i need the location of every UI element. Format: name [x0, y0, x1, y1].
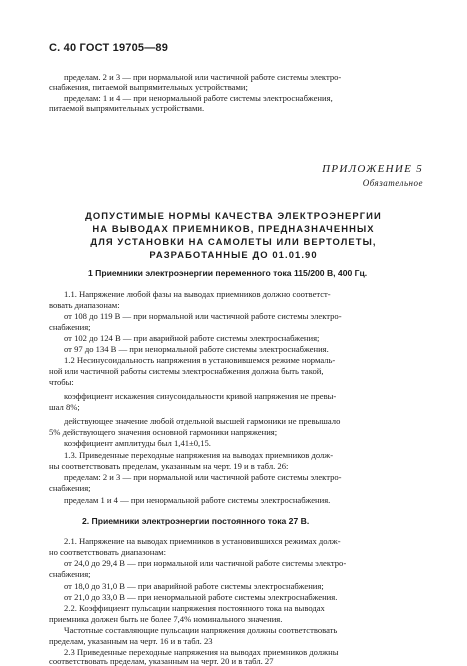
text-line: коэффициент искажения синусоидальности кривой напряжения не превы- [64, 391, 337, 401]
text-line: коэффициент амплитуды был 1,41±0,15. [64, 438, 211, 448]
text-line: ной или частичной работы системы электроснабжения должна быть такой, [49, 366, 324, 376]
title-line: ДЛЯ УСТАНОВКИ НА САМОЛЕТЫ ИЛИ ВЕРТОЛЕТЫ, [90, 236, 377, 247]
text-line: но соответствовать диапазонам: [49, 547, 166, 557]
text-line: от 108 до 119 В — при нормальной или частичной работе системы электро- [64, 311, 342, 321]
text-line: от 21,0 до 33,0 В — при ненормальной работе системы электроснабжения. [64, 592, 338, 602]
text-line: 1.2 Несинусоидальность напряжения в установившемся режиме нормаль- [64, 355, 336, 365]
text-line: от 97 до 134 В — при ненормальной работе системы электроснабжения. [64, 344, 329, 354]
section-heading: 1 Приемники электроэнергии переменного тока 115/200 В, 400 Гц. [88, 268, 368, 278]
text-line: действующее значение любой отдельной высшей гармоники не превышало [64, 416, 341, 426]
appendix-subtitle: Обязательное [362, 178, 423, 188]
appendix-title: ПРИЛОЖЕНИЕ 5 [322, 163, 423, 175]
text-line: снабжения; [49, 483, 91, 493]
text-line: чтобы: [49, 377, 74, 387]
text-line: 1.1. Напряжение любой фазы на выводах приемников должно соответст- [64, 289, 331, 299]
text-line: ны соответствовать пределам, указанным на черт. 19 и в табл. 26: [49, 461, 289, 471]
text-line: 2.3 Приведенные переходные напряжения на выводах приемников должны [64, 647, 339, 657]
section-heading: 2. Приемники электроэнергии постоянного тока 27 В. [82, 516, 310, 526]
page-header: С. 40 ГОСТ 19705—89 [49, 42, 169, 54]
text-line: 2.1. Напряжение на выводах приемников в установившихся режимах долж- [64, 536, 341, 546]
text-line: питаемой выпрямительных устройствами. [49, 103, 205, 113]
text-line: 2.2. Коэффициент пульсации напряжения постоянного тока на выводах [64, 603, 325, 613]
text-line: пределам 1 и 4 — при ненормальной работе системы электроснабжения. [64, 495, 331, 505]
text-line: от 24,0 до 29,4 В — при нормальной или частичной работе системы электро- [64, 558, 347, 568]
text-line: 1.3. Приведенные переходные напряжения на выводах приемников долж- [64, 450, 334, 460]
text-line: пределам: 1 и 4 — при ненормальной работе системы электроснабжения, [64, 93, 333, 103]
title-line: РАЗРАБОТАННЫЕ ДО 01.01.90 [149, 249, 318, 260]
text-line: 5% действующего значения основной гармоники напряжения; [49, 427, 278, 437]
text-line: соответствовать пределам, указанным на черт. 20 и в табл. 27 [49, 656, 274, 666]
title-line: ДОПУСТИМЫЕ НОРМЫ КАЧЕСТВА ЭЛЕКТРОЭНЕРГИИ [85, 210, 382, 221]
title-line: НА ВЫВОДАХ ПРИЕМНИКОВ, ПРЕДНАЗНАЧЕННЫХ [92, 223, 375, 234]
text-line: пределам: 2 и 3 — при нормальной или частичной работе системы электро- [64, 472, 342, 482]
text-line: пределам, указанным на черт. 16 и в табл. 23 [49, 636, 213, 646]
text-line: снабжения; [49, 322, 91, 332]
text-line: вовать диапазонам: [49, 300, 120, 310]
text-line: пределам. 2 и 3 — при нормальной или частичной работе системы электро- [64, 72, 342, 82]
text-line: снабжения; [49, 569, 91, 579]
text-line: от 102 до 124 В — при аварийной работе системы электроснабжения; [64, 333, 320, 343]
text-line: от 18,0 до 31,0 В — при аварийной работе системы электроснабжения; [64, 581, 324, 591]
text-line: приемника должен быть не более 7,4% номинального значения. [49, 614, 283, 624]
text-line: снабжения, питаемой выпрямительных устройствами; [49, 82, 248, 92]
text-line: шал 8%; [49, 402, 80, 412]
text-line: Частотные составляющие пульсации напряжения должны соответствовать [64, 625, 338, 635]
